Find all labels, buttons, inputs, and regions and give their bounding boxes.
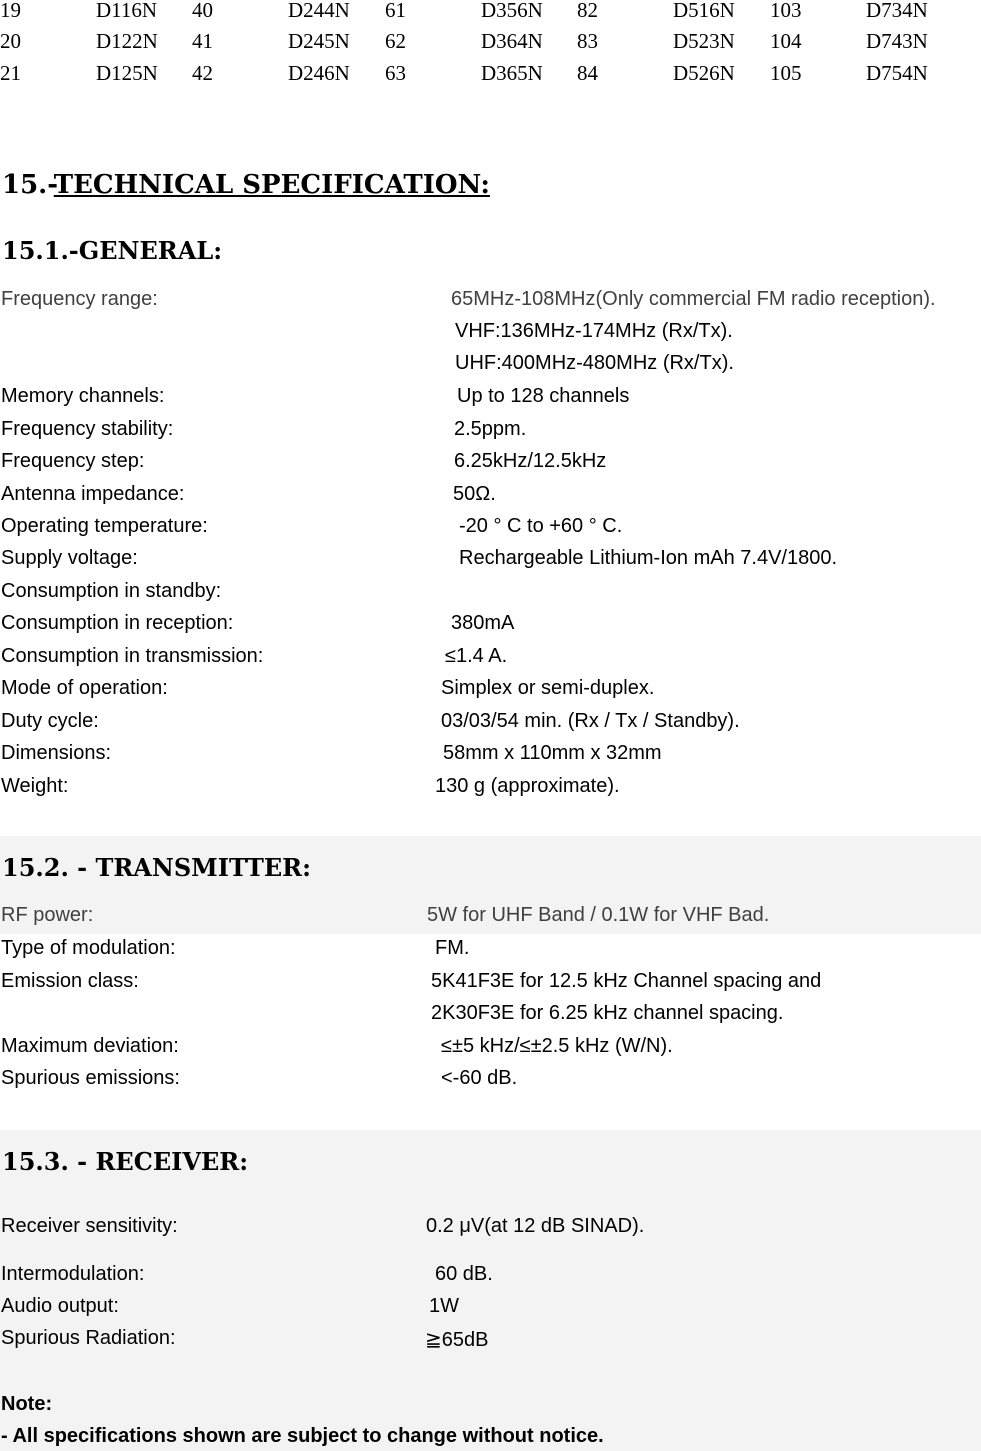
spec-value: ≤1.4 A. [445, 645, 508, 667]
spec-value: 65MHz-108MHz(Only commercial FM radio reception). [451, 288, 936, 310]
spec-value: ≧65dB [425, 1329, 489, 1351]
spec-label: Operating temperature: [1, 515, 208, 537]
dcs-index-cell: 84 [577, 61, 598, 85]
general-heading: 15.1.-GENERAL: [2, 236, 223, 265]
spec-label: Frequency step: [1, 450, 145, 472]
spec-label: Dimensions: [1, 742, 112, 764]
dcs-code-cell: D116N [96, 0, 158, 22]
dcs-code-cell: D125N [96, 61, 158, 85]
spec-value: 380mA [451, 612, 515, 634]
section-title: 15.-TECHNICAL SPECIFICATION: [2, 170, 490, 200]
spec-value: 1W [429, 1295, 459, 1317]
spec-value: 60 dB. [435, 1263, 493, 1285]
spec-label: RF power: [1, 904, 94, 926]
spec-label: Emission class: [1, 970, 139, 992]
spec-label: Consumption in reception: [1, 612, 234, 634]
dcs-index-cell: 105 [770, 61, 802, 85]
spec-label: Weight: [1, 775, 69, 797]
dcs-code-cell: D743N [866, 29, 928, 53]
spec-value: ≤±5 kHz/≤±2.5 kHz (W/N). [441, 1035, 673, 1057]
spec-label: Antenna impedance: [1, 483, 185, 505]
spec-value: 6.25kHz/12.5kHz [454, 450, 607, 472]
dcs-index-cell: 103 [770, 0, 802, 22]
spec-label: Spurious Radiation: [1, 1327, 176, 1349]
transmitter-heading: 15.2. - TRANSMITTER: [2, 853, 311, 882]
dcs-index-cell: 40 [192, 0, 213, 22]
spec-label: Intermodulation: [1, 1263, 145, 1285]
spec-value: 5K41F3E for 12.5 kHz Channel spacing and [431, 970, 822, 992]
dcs-index-cell: 21 [0, 61, 21, 85]
spec-value: UHF:400MHz-480MHz (Rx/Tx). [455, 352, 734, 374]
dcs-code-cell: D516N [673, 0, 735, 22]
spec-value: FM. [435, 937, 470, 959]
spec-value: 58mm x 110mm x 32mm [443, 742, 662, 764]
dcs-index-cell: 61 [385, 0, 406, 22]
spec-label: Maximum deviation: [1, 1035, 179, 1057]
spec-value: <-60 dB. [441, 1067, 518, 1089]
dcs-code-cell: D526N [673, 61, 735, 85]
dcs-code-cell: D246N [288, 61, 350, 85]
spec-label: Spurious emissions: [1, 1067, 180, 1089]
dcs-code-cell: D122N [96, 29, 158, 53]
spec-label: Receiver sensitivity: [1, 1215, 178, 1237]
spec-label: Frequency range: [1, 288, 158, 310]
spec-label: Consumption in standby: [1, 580, 222, 602]
spec-value: -20 ° C to +60 ° C. [459, 515, 623, 537]
dcs-code-cell: D244N [288, 0, 350, 22]
dcs-index-cell: 20 [0, 29, 21, 53]
dcs-code-cell: D523N [673, 29, 735, 53]
spec-value: VHF:136MHz-174MHz (Rx/Tx). [455, 320, 733, 342]
dcs-code-cell: D734N [866, 0, 928, 22]
dcs-code-cell: D364N [481, 29, 543, 53]
dcs-table-row [0, 29, 981, 61]
dcs-code-cell: D754N [866, 61, 928, 85]
receiver-band [0, 1130, 981, 1451]
dcs-index-cell: 42 [192, 61, 213, 85]
dcs-index-cell: 83 [577, 29, 598, 53]
dcs-code-cell: D356N [481, 0, 543, 22]
dcs-index-cell: 41 [192, 29, 213, 53]
spec-value: Rechargeable Lithium-Ion mAh 7.4V/1800. [459, 547, 838, 569]
spec-value: 0.2 μV(at 12 dB SINAD). [426, 1215, 645, 1237]
spec-label: Memory channels: [1, 385, 165, 407]
spec-label: Frequency stability: [1, 418, 174, 440]
note-text: - All specifications shown are subject to change without notice. [1, 1425, 604, 1447]
spec-label: Supply voltage: [1, 547, 138, 569]
dcs-code-cell: D365N [481, 61, 543, 85]
spec-label: Mode of operation: [1, 677, 168, 699]
dcs-index-cell: 104 [770, 29, 802, 53]
spec-label: Audio output: [1, 1295, 119, 1317]
spec-value: 2K30F3E for 6.25 kHz channel spacing. [431, 1002, 784, 1024]
dcs-index-cell: 19 [0, 0, 21, 22]
dcs-table-row [0, 61, 981, 93]
note-title: Note: [1, 1393, 53, 1415]
spec-value: 5W for UHF Band / 0.1W for VHF Bad. [427, 904, 770, 926]
spec-label: Duty cycle: [1, 710, 99, 732]
spec-label: Type of modulation: [1, 937, 176, 959]
spec-label: Consumption in transmission: [1, 645, 264, 667]
spec-value: 130 g (approximate). [435, 775, 620, 797]
spec-value: 03/03/54 min. (Rx / Tx / Standby). [441, 710, 740, 732]
spec-value: Up to 128 channels [457, 385, 630, 407]
receiver-heading: 15.3. - RECEIVER: [2, 1147, 249, 1176]
spec-value: 2.5ppm. [454, 418, 527, 440]
dcs-index-cell: 63 [385, 61, 406, 85]
dcs-table-row [0, 0, 981, 30]
spec-value: Simplex or semi-duplex. [441, 677, 655, 699]
dcs-index-cell: 62 [385, 29, 406, 53]
spec-value: 50Ω. [453, 483, 496, 505]
dcs-index-cell: 82 [577, 0, 598, 22]
dcs-code-cell: D245N [288, 29, 350, 53]
